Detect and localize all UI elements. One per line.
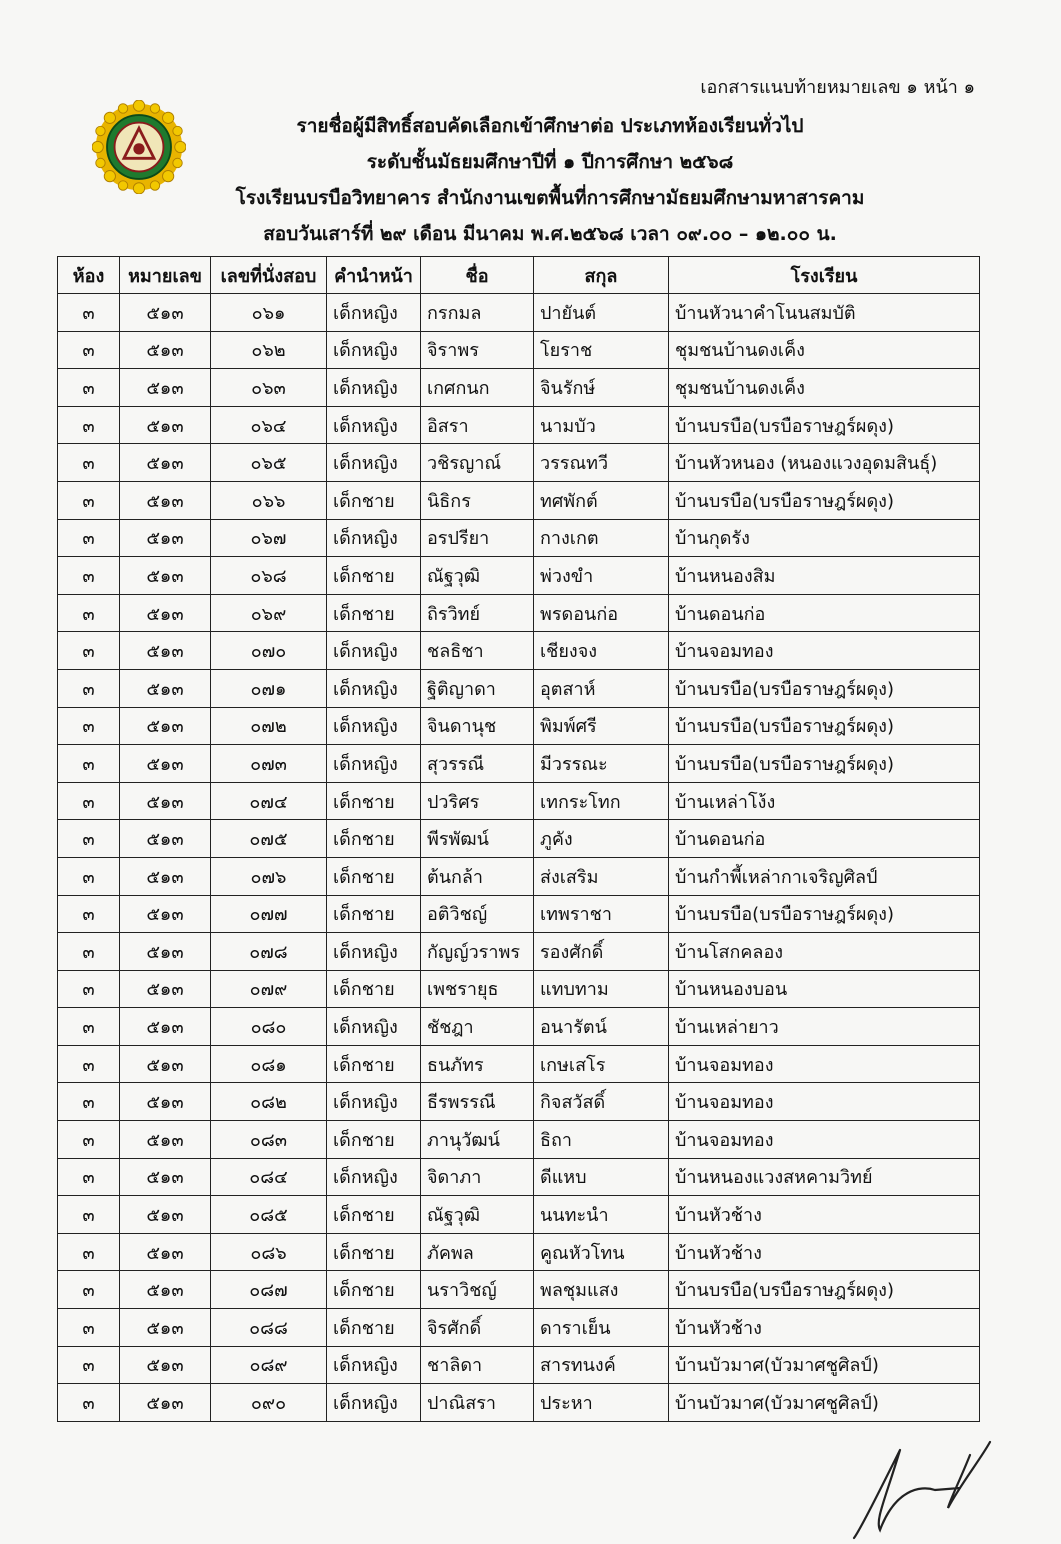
cell-first-name: ถิรวิทย์ <box>421 594 534 632</box>
cell-last-name: พิมพ์ศรี <box>534 707 669 745</box>
cell-number: ๕๑๓ <box>120 782 211 820</box>
cell-first-name: นิธิกร <box>421 481 534 519</box>
cell-school: ชุมชนบ้านดงเค็ง <box>669 369 980 407</box>
cell-school: บ้านหัวช้าง <box>669 1233 980 1271</box>
cell-number: ๕๑๓ <box>120 669 211 707</box>
column-header-seat: เลขที่นั่งสอบ <box>211 257 327 294</box>
table-row <box>58 857 980 895</box>
table-row <box>58 369 980 407</box>
cell-seat: ๐๘๓ <box>211 1121 327 1159</box>
cell-room: ๓ <box>58 1233 120 1271</box>
cell-prefix: เด็กชาย <box>327 1045 421 1083</box>
cell-school: บ้านบัวมาศ(บัวมาศชูศิลป์) <box>669 1384 980 1422</box>
cell-number: ๕๑๓ <box>120 1384 211 1422</box>
cell-first-name: อรปรียา <box>421 519 534 557</box>
cell-seat: ๐๖๗ <box>211 519 327 557</box>
cell-seat: ๐๗๓ <box>211 745 327 783</box>
cell-last-name: เทพราชา <box>534 895 669 933</box>
cell-number: ๕๑๓ <box>120 632 211 670</box>
cell-last-name: ประหา <box>534 1384 669 1422</box>
document-header <box>160 108 940 252</box>
cell-prefix: เด็กหญิง <box>327 1346 421 1384</box>
cell-first-name: อติวิชญ์ <box>421 895 534 933</box>
cell-seat: ๐๘๖ <box>211 1233 327 1271</box>
cell-school: บ้านบัวมาศ(บัวมาศชูศิลป์) <box>669 1346 980 1384</box>
table-row <box>58 1233 980 1271</box>
cell-prefix: เด็กชาย <box>327 557 421 595</box>
cell-last-name: อุตสาห์ <box>534 669 669 707</box>
cell-first-name: ปาณิสรา <box>421 1384 534 1422</box>
cell-last-name: กิจสวัสดิ์ <box>534 1083 669 1121</box>
cell-first-name: พีรพัฒน์ <box>421 820 534 858</box>
title-line-1: รายชื่อผู้มีสิทธิ์สอบคัดเลือกเข้าศึกษาต่อ ประเภทห้องเรียนทั่วไป <box>296 115 804 137</box>
cell-seat: ๐๙๐ <box>211 1384 327 1422</box>
cell-seat: ๐๖๔ <box>211 406 327 444</box>
cell-school: บ้านจอมทอง <box>669 1045 980 1083</box>
cell-seat: ๐๗๑ <box>211 669 327 707</box>
cell-school: บ้านดอนก่อ <box>669 594 980 632</box>
cell-last-name: ดีแหบ <box>534 1158 669 1196</box>
table-header-row <box>58 257 980 294</box>
cell-last-name: อนารัตน์ <box>534 1008 669 1046</box>
cell-first-name: ต้นกล้า <box>421 857 534 895</box>
cell-seat: ๐๘๔ <box>211 1158 327 1196</box>
cell-seat: ๐๗๐ <box>211 632 327 670</box>
table-row <box>58 820 980 858</box>
cell-last-name: นนทะนำ <box>534 1196 669 1234</box>
cell-last-name: เกษเสโร <box>534 1045 669 1083</box>
cell-seat: ๐๗๘ <box>211 933 327 971</box>
cell-room: ๓ <box>58 857 120 895</box>
cell-number: ๕๑๓ <box>120 1196 211 1234</box>
cell-room: ๓ <box>58 481 120 519</box>
cell-room: ๓ <box>58 745 120 783</box>
cell-last-name: พรดอนก่อ <box>534 594 669 632</box>
table-row <box>58 669 980 707</box>
cell-number: ๕๑๓ <box>120 1008 211 1046</box>
cell-number: ๕๑๓ <box>120 1158 211 1196</box>
cell-last-name: นามบัว <box>534 406 669 444</box>
table-row <box>58 557 980 595</box>
cell-number: ๕๑๓ <box>120 1121 211 1159</box>
cell-prefix: เด็กหญิง <box>327 933 421 971</box>
cell-prefix: เด็กชาย <box>327 594 421 632</box>
cell-room: ๓ <box>58 1271 120 1309</box>
cell-number: ๕๑๓ <box>120 1346 211 1384</box>
table-row <box>58 406 980 444</box>
table-row <box>58 970 980 1008</box>
cell-number: ๕๑๓ <box>120 294 211 332</box>
table-body <box>58 294 980 1422</box>
cell-first-name: ฐิติญาดา <box>421 669 534 707</box>
cell-last-name: ดาราเย็น <box>534 1309 669 1347</box>
cell-seat: ๐๗๖ <box>211 857 327 895</box>
cell-number: ๕๑๓ <box>120 594 211 632</box>
cell-school: บ้านเหล่าโง้ง <box>669 782 980 820</box>
cell-room: ๓ <box>58 444 120 482</box>
cell-seat: ๐๘๙ <box>211 1346 327 1384</box>
cell-last-name: เทกระโทก <box>534 782 669 820</box>
cell-school: บ้านบรบือ(บรบือราษฎร์ผดุง) <box>669 406 980 444</box>
cell-first-name: ชาลิดา <box>421 1346 534 1384</box>
cell-last-name: กางเกต <box>534 519 669 557</box>
cell-number: ๕๑๓ <box>120 1233 211 1271</box>
cell-school: บ้านบรบือ(บรบือราษฎร์ผดุง) <box>669 669 980 707</box>
cell-seat: ๐๖๑ <box>211 294 327 332</box>
cell-first-name: อิสรา <box>421 406 534 444</box>
cell-number: ๕๑๓ <box>120 820 211 858</box>
cell-room: ๓ <box>58 594 120 632</box>
cell-number: ๕๑๓ <box>120 1045 211 1083</box>
cell-prefix: เด็กหญิง <box>327 331 421 369</box>
table-row <box>58 594 980 632</box>
cell-prefix: เด็กหญิง <box>327 294 421 332</box>
cell-number: ๕๑๓ <box>120 331 211 369</box>
cell-last-name: คูณหัวโทน <box>534 1233 669 1271</box>
cell-last-name: ส่งเสริม <box>534 857 669 895</box>
table-row <box>58 1346 980 1384</box>
cell-school: บ้านหนองแวงสหคามวิทย์ <box>669 1158 980 1196</box>
cell-room: ๓ <box>58 331 120 369</box>
cell-seat: ๐๖๕ <box>211 444 327 482</box>
cell-number: ๕๑๓ <box>120 1271 211 1309</box>
cell-first-name: เกศกนก <box>421 369 534 407</box>
table-row <box>58 1384 980 1422</box>
cell-seat: ๐๘๑ <box>211 1045 327 1083</box>
cell-prefix: เด็กหญิง <box>327 745 421 783</box>
cell-number: ๕๑๓ <box>120 970 211 1008</box>
cell-room: ๓ <box>58 1121 120 1159</box>
table-row <box>58 933 980 971</box>
cell-room: ๓ <box>58 782 120 820</box>
table-row <box>58 1196 980 1234</box>
cell-last-name: วรรณทวี <box>534 444 669 482</box>
cell-number: ๕๑๓ <box>120 557 211 595</box>
signature <box>840 1430 1020 1540</box>
cell-last-name: ปายันต์ <box>534 294 669 332</box>
cell-last-name: ภูคัง <box>534 820 669 858</box>
cell-first-name: กัญญ์วราพร <box>421 933 534 971</box>
table-row <box>58 519 980 557</box>
cell-seat: ๐๖๒ <box>211 331 327 369</box>
column-header-prefix: คำนำหน้า <box>327 257 421 294</box>
cell-school: บ้านบรบือ(บรบือราษฎร์ผดุง) <box>669 745 980 783</box>
cell-first-name: กรกมล <box>421 294 534 332</box>
cell-last-name: ทศพักต์ <box>534 481 669 519</box>
cell-prefix: เด็กหญิง <box>327 519 421 557</box>
cell-seat: ๐๘๗ <box>211 1271 327 1309</box>
column-header-last-name: สกุล <box>534 257 669 294</box>
cell-room: ๓ <box>58 557 120 595</box>
cell-prefix: เด็กหญิง <box>327 444 421 482</box>
cell-room: ๓ <box>58 1309 120 1347</box>
table-row <box>58 895 980 933</box>
cell-school: บ้านเหล่ายาว <box>669 1008 980 1046</box>
table-row <box>58 331 980 369</box>
cell-prefix: เด็กหญิง <box>327 1083 421 1121</box>
cell-seat: ๐๘๒ <box>211 1083 327 1121</box>
cell-room: ๓ <box>58 669 120 707</box>
cell-seat: ๐๗๗ <box>211 895 327 933</box>
cell-prefix: เด็กชาย <box>327 1196 421 1234</box>
cell-number: ๕๑๓ <box>120 519 211 557</box>
table-row <box>58 294 980 332</box>
cell-seat: ๐๘๘ <box>211 1309 327 1347</box>
cell-first-name: นราวิชญ์ <box>421 1271 534 1309</box>
cell-first-name: ปวริศร <box>421 782 534 820</box>
cell-prefix: เด็กชาย <box>327 895 421 933</box>
cell-seat: ๐๖๖ <box>211 481 327 519</box>
cell-number: ๕๑๓ <box>120 406 211 444</box>
cell-school: บ้านกำพี้เหล่ากาเจริญศิลป์ <box>669 857 980 895</box>
cell-school: บ้านหัวช้าง <box>669 1196 980 1234</box>
cell-first-name: ธนภัทร <box>421 1045 534 1083</box>
cell-prefix: เด็กหญิง <box>327 406 421 444</box>
cell-last-name: สารทนงค์ <box>534 1346 669 1384</box>
cell-school: บ้านบรบือ(บรบือราษฎร์ผดุง) <box>669 1271 980 1309</box>
cell-seat: ๐๗๕ <box>211 820 327 858</box>
cell-last-name: มีวรรณะ <box>534 745 669 783</box>
cell-first-name: ภัคพล <box>421 1233 534 1271</box>
cell-room: ๓ <box>58 294 120 332</box>
cell-first-name: ณัฐวุฒิ <box>421 557 534 595</box>
cell-number: ๕๑๓ <box>120 1309 211 1347</box>
cell-school: บ้านจอมทอง <box>669 1121 980 1159</box>
cell-prefix: เด็กชาย <box>327 1271 421 1309</box>
cell-prefix: เด็กชาย <box>327 970 421 1008</box>
cell-prefix: เด็กหญิง <box>327 1384 421 1422</box>
cell-first-name: จิราพร <box>421 331 534 369</box>
cell-seat: ๐๖๙ <box>211 594 327 632</box>
cell-number: ๕๑๓ <box>120 1083 211 1121</box>
cell-room: ๓ <box>58 369 120 407</box>
cell-school: ชุมชนบ้านดงเค็ง <box>669 331 980 369</box>
cell-seat: ๐๘๐ <box>211 1008 327 1046</box>
cell-room: ๓ <box>58 1384 120 1422</box>
cell-room: ๓ <box>58 1045 120 1083</box>
table-row <box>58 782 980 820</box>
cell-last-name: พ่วงขำ <box>534 557 669 595</box>
table-row <box>58 632 980 670</box>
table-row <box>58 745 980 783</box>
cell-last-name: เชียงจง <box>534 632 669 670</box>
cell-last-name: โยราช <box>534 331 669 369</box>
cell-school: บ้านกุดรัง <box>669 519 980 557</box>
cell-first-name: ชลธิชา <box>421 632 534 670</box>
cell-last-name: แทบทาม <box>534 970 669 1008</box>
cell-school: บ้านหนองบอน <box>669 970 980 1008</box>
column-header-room: ห้อง <box>58 257 120 294</box>
cell-prefix: เด็กชาย <box>327 1233 421 1271</box>
cell-number: ๕๑๓ <box>120 745 211 783</box>
table-row <box>58 1045 980 1083</box>
cell-last-name: รองศักดิ์ <box>534 933 669 971</box>
cell-first-name: วชิรญาณ์ <box>421 444 534 482</box>
cell-number: ๕๑๓ <box>120 707 211 745</box>
cell-room: ๓ <box>58 1008 120 1046</box>
table-row <box>58 1008 980 1046</box>
table-row <box>58 707 980 745</box>
cell-room: ๓ <box>58 632 120 670</box>
title-line-4: สอบวันเสาร์ที่ ๒๙ เดือน มีนาคม พ.ศ.๒๕๖๘ เวลา ๐๙.๐๐ – ๑๒.๐๐ น. <box>263 223 837 245</box>
cell-room: ๓ <box>58 1196 120 1234</box>
cell-seat: ๐๗๙ <box>211 970 327 1008</box>
cell-school: บ้านบรบือ(บรบือราษฎร์ผดุง) <box>669 895 980 933</box>
cell-school: บ้านหัวนาคำโนนสมบัติ <box>669 294 980 332</box>
column-header-first-name: ชื่อ <box>421 257 534 294</box>
cell-prefix: เด็กชาย <box>327 857 421 895</box>
table-row <box>58 1083 980 1121</box>
cell-first-name: ชัชฎา <box>421 1008 534 1046</box>
cell-room: ๓ <box>58 820 120 858</box>
cell-seat: ๐๗๔ <box>211 782 327 820</box>
title-line-2: ระดับชั้นมัธยมศึกษาปีที่ ๑ ปีการศึกษา ๒๕๖๘ <box>366 151 734 173</box>
cell-prefix: เด็กชาย <box>327 782 421 820</box>
cell-number: ๕๑๓ <box>120 857 211 895</box>
cell-prefix: เด็กหญิง <box>327 1008 421 1046</box>
cell-number: ๕๑๓ <box>120 481 211 519</box>
candidate-table <box>57 256 980 1422</box>
cell-last-name: ธิถา <box>534 1121 669 1159</box>
cell-room: ๓ <box>58 707 120 745</box>
cell-seat: ๐๖๓ <box>211 369 327 407</box>
cell-prefix: เด็กชาย <box>327 481 421 519</box>
cell-school: บ้านบรบือ(บรบือราษฎร์ผดุง) <box>669 481 980 519</box>
cell-seat: ๐๖๘ <box>211 557 327 595</box>
table-row <box>58 1158 980 1196</box>
table-row <box>58 1121 980 1159</box>
cell-room: ๓ <box>58 519 120 557</box>
annex-label: เอกสารแนบท้ายหมายเลข ๑ หน้า ๑ <box>700 77 975 98</box>
table-row <box>58 481 980 519</box>
table-row <box>58 1271 980 1309</box>
cell-last-name: พลชุมแสง <box>534 1271 669 1309</box>
column-header-number: หมายเลข <box>120 257 211 294</box>
cell-seat: ๐๗๒ <box>211 707 327 745</box>
table-row <box>58 1309 980 1347</box>
cell-room: ๓ <box>58 1083 120 1121</box>
cell-room: ๓ <box>58 1346 120 1384</box>
cell-first-name: สุวรรณี <box>421 745 534 783</box>
cell-number: ๕๑๓ <box>120 895 211 933</box>
cell-prefix: เด็กชาย <box>327 1309 421 1347</box>
cell-first-name: จิดาภา <box>421 1158 534 1196</box>
cell-first-name: ธีรพรรณี <box>421 1083 534 1121</box>
cell-room: ๓ <box>58 970 120 1008</box>
cell-school: บ้านหัวช้าง <box>669 1309 980 1347</box>
cell-number: ๕๑๓ <box>120 369 211 407</box>
cell-prefix: เด็กชาย <box>327 1121 421 1159</box>
title-line-3: โรงเรียนบรบือวิทยาคาร สำนักงานเขตพื้นที่การศึกษามัธยมศึกษามหาสารคาม <box>235 187 865 209</box>
cell-school: บ้านจอมทอง <box>669 632 980 670</box>
column-header-school: โรงเรียน <box>669 257 980 294</box>
cell-first-name: จิรศักดิ์ <box>421 1309 534 1347</box>
table-row <box>58 444 980 482</box>
cell-first-name: จินดานุช <box>421 707 534 745</box>
cell-school: บ้านดอนก่อ <box>669 820 980 858</box>
cell-school: บ้านหัวหนอง (หนองแวงอุดมสินธุ์) <box>669 444 980 482</box>
cell-prefix: เด็กหญิง <box>327 669 421 707</box>
cell-room: ๓ <box>58 406 120 444</box>
cell-prefix: เด็กหญิง <box>327 632 421 670</box>
cell-number: ๕๑๓ <box>120 444 211 482</box>
cell-room: ๓ <box>58 895 120 933</box>
cell-first-name: ภานุวัฒน์ <box>421 1121 534 1159</box>
cell-school: บ้านโสกคลอง <box>669 933 980 971</box>
cell-prefix: เด็กชาย <box>327 820 421 858</box>
cell-first-name: ณัฐวุฒิ <box>421 1196 534 1234</box>
cell-school: บ้านหนองสิม <box>669 557 980 595</box>
cell-seat: ๐๘๕ <box>211 1196 327 1234</box>
cell-room: ๓ <box>58 1158 120 1196</box>
cell-number: ๕๑๓ <box>120 933 211 971</box>
cell-school: บ้านจอมทอง <box>669 1083 980 1121</box>
cell-school: บ้านบรบือ(บรบือราษฎร์ผดุง) <box>669 707 980 745</box>
cell-prefix: เด็กหญิง <box>327 369 421 407</box>
cell-first-name: เพชรายุธ <box>421 970 534 1008</box>
cell-last-name: จินรักษ์ <box>534 369 669 407</box>
cell-prefix: เด็กหญิง <box>327 707 421 745</box>
cell-room: ๓ <box>58 933 120 971</box>
cell-prefix: เด็กหญิง <box>327 1158 421 1196</box>
